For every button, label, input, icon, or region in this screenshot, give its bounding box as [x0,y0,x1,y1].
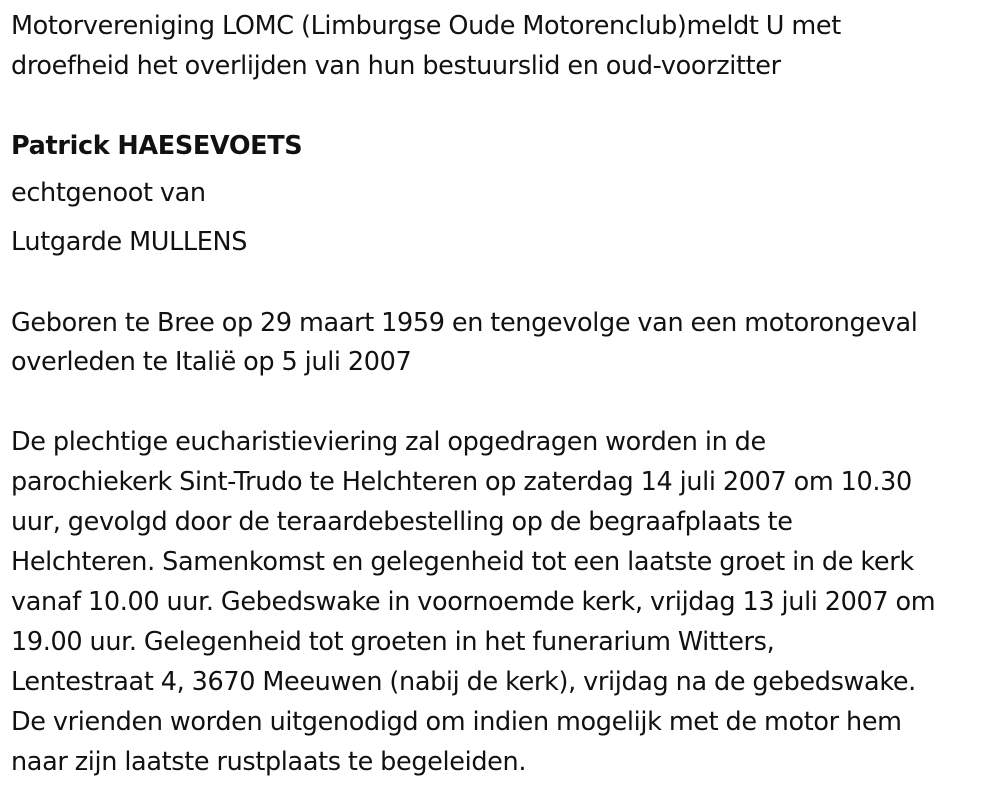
deceased-name: Patrick HAESEVOETS [11,131,303,161]
relation-text: echtgenoot van [11,178,206,208]
ceremony-line: De plechtige eucharistieviering zal opgedragen worden in de [11,427,766,457]
ceremony-line: Helchteren. Samenkomst en gelegenheid tot een laatste groet in de kerk [11,547,914,577]
ceremony-line: Lentestraat 4, 3670 Meeuwen (nabij de kerk), vrijdag na de gebedswake. [11,667,916,697]
ceremony-line: uur, gevolgd door de teraardebestelling op de begraafplaats te [11,507,793,537]
ceremony-line: parochiekerk Sint-Trudo te Helchteren op zaterdag 14 juli 2007 om 10.30 [11,467,912,497]
intro-line-1: Motorvereniging LOMC (Limburgse Oude Motorenclub)meldt U met [11,11,841,41]
birth-death-line-2: overleden te Italië op 5 juli 2007 [11,347,412,377]
birth-death-line-1: Geboren te Bree op 29 maart 1959 en tengevolge van een motorongeval [11,308,918,338]
spouse-name: Lutgarde MULLENS [11,227,248,257]
ceremony-line: vanaf 10.00 uur. Gebedswake in voornoemde kerk, vrijdag 13 juli 2007 om [11,587,936,617]
ceremony-line: 19.00 uur. Gelegenheid tot groeten in het funerarium Witters, [11,627,775,657]
ceremony-line: naar zijn laatste rustplaats te begeleiden. [11,747,527,777]
ceremony-line: De vrienden worden uitgenodigd om indien mogelijk met de motor hem [11,707,902,737]
intro-line-2: droefheid het overlijden van hun bestuurslid en oud-voorzitter [11,51,781,81]
